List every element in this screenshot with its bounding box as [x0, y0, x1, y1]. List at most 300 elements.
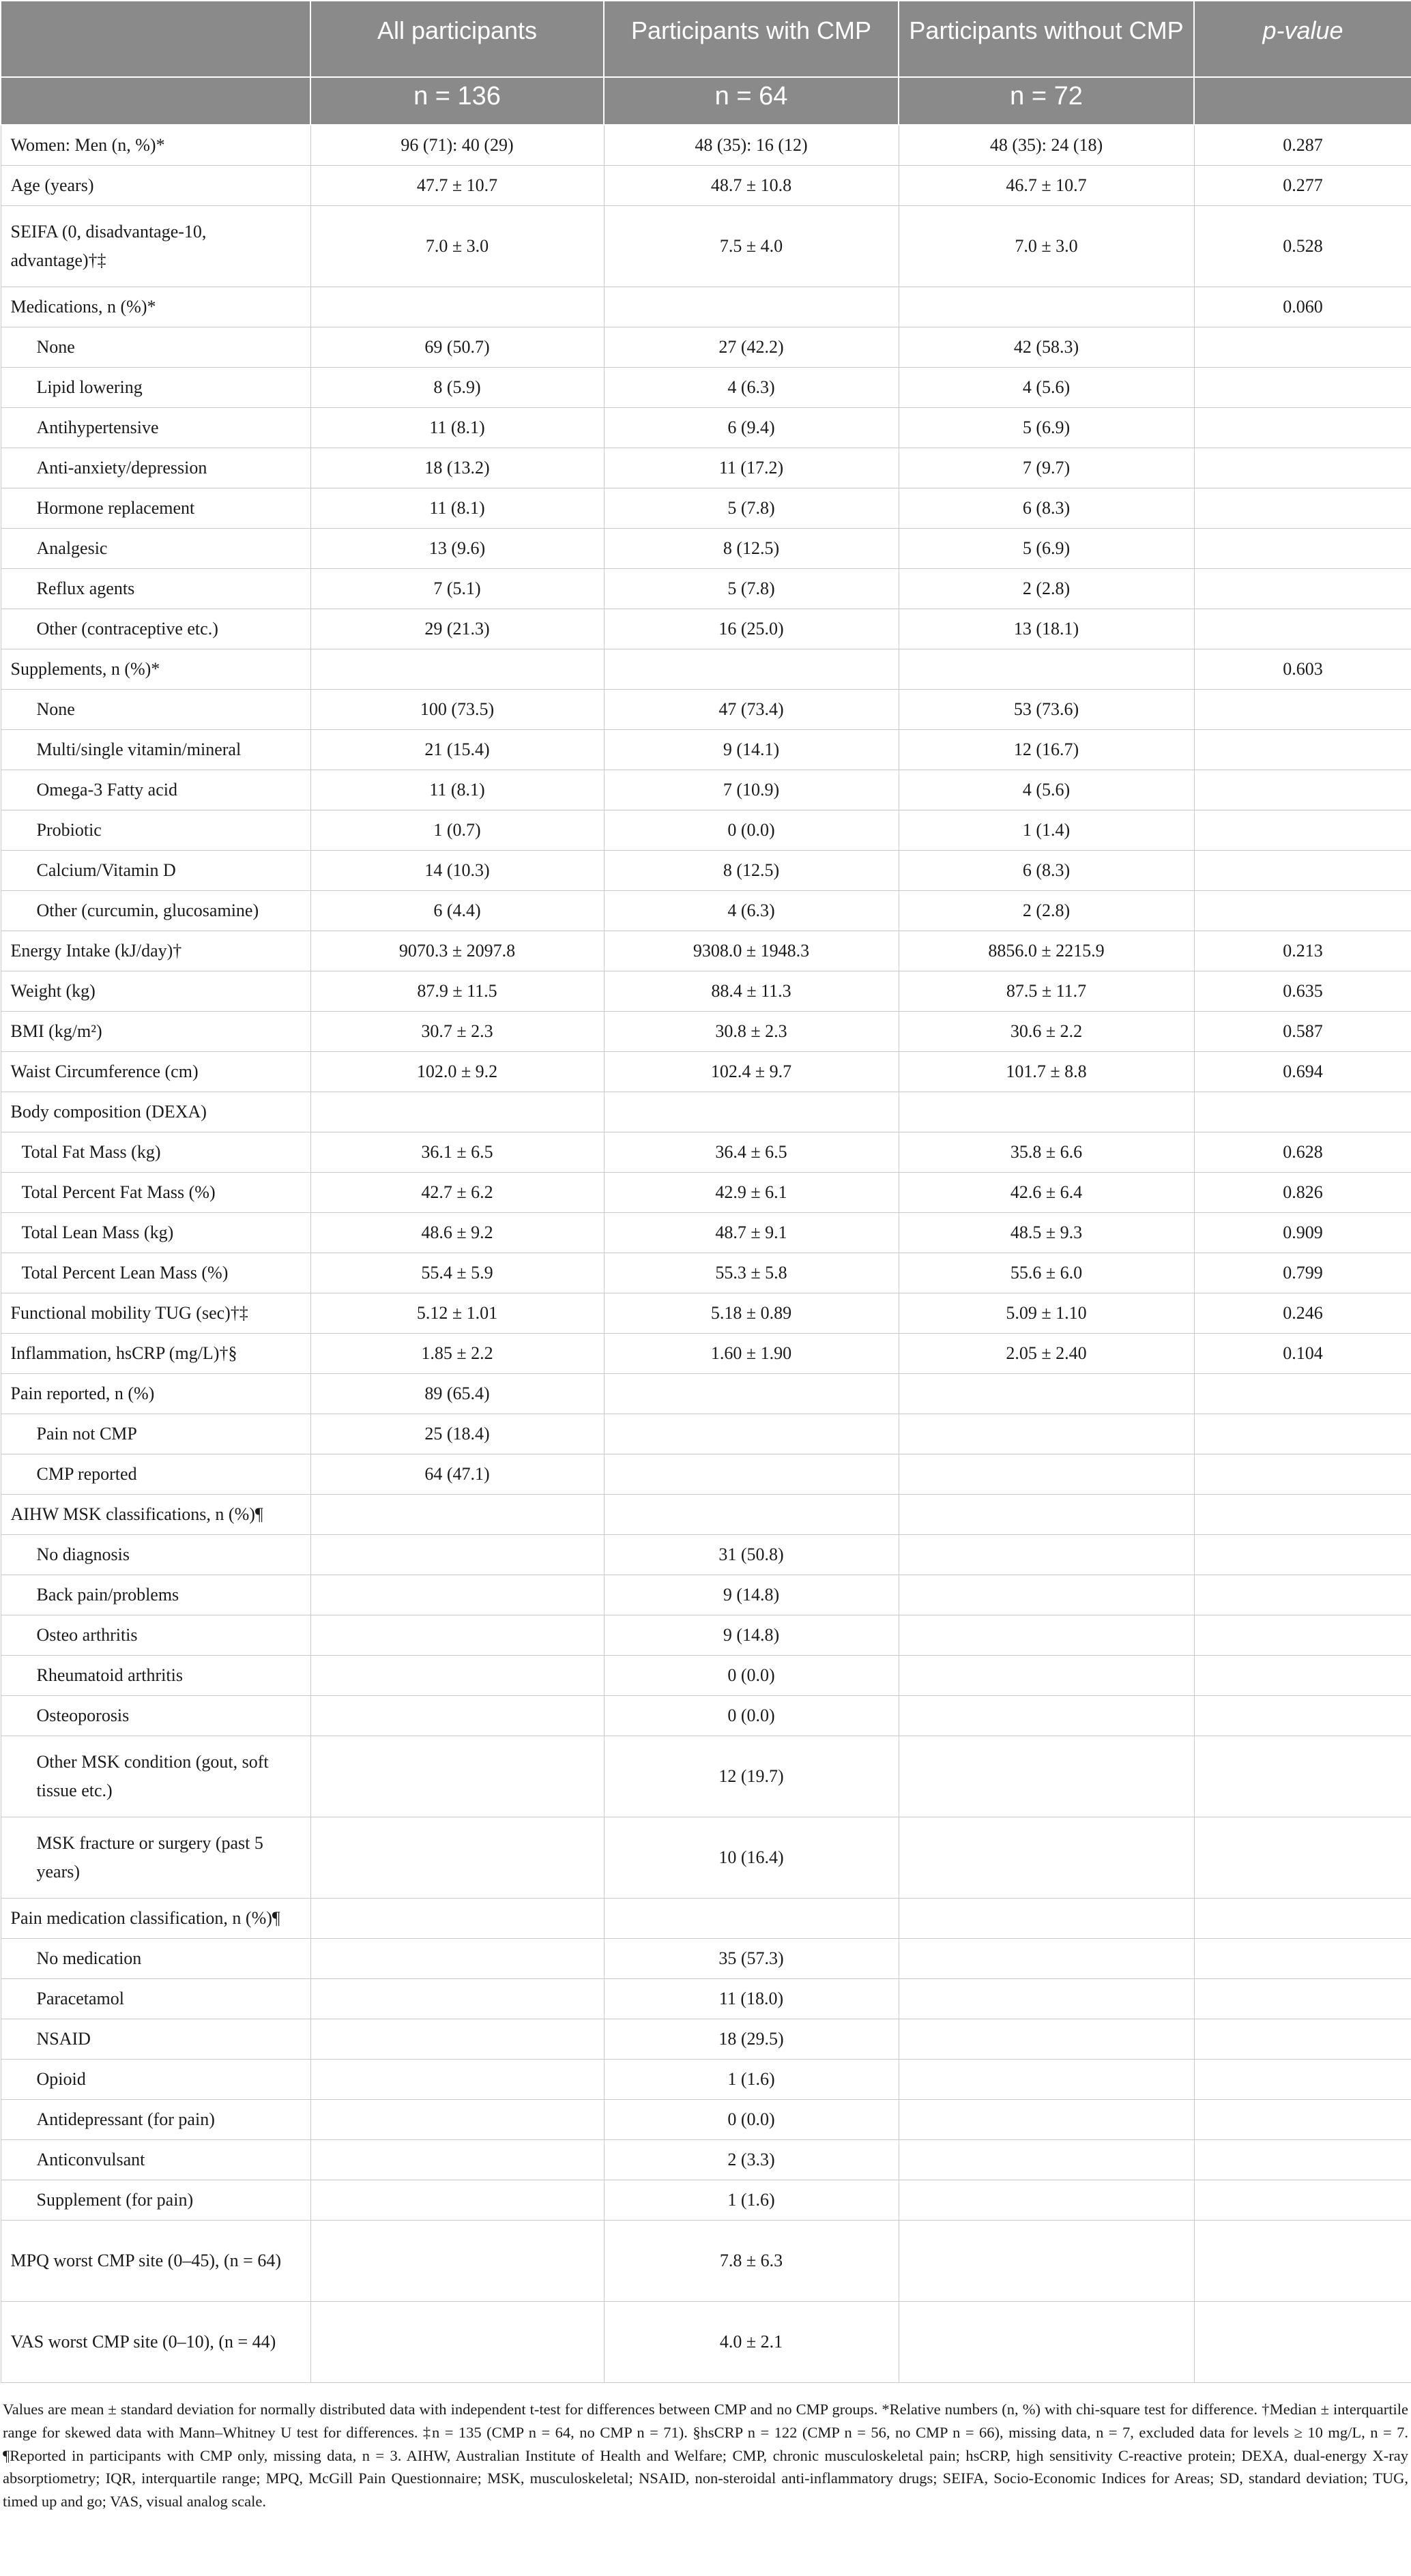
table-row — [1, 1696, 1411, 1736]
cell-nocmp: 4 (5.6) — [899, 368, 1194, 408]
cell-cmp: 7.8 ± 6.3 — [604, 2221, 899, 2302]
cell-p-value — [1194, 2180, 1411, 2221]
table-row — [1, 1817, 1411, 1899]
cell-nocmp — [899, 2140, 1194, 2180]
row-label: Calcium/Vitamin D — [1, 851, 310, 891]
row-label: Analgesic — [1, 529, 310, 569]
cell-cmp: 48.7 ± 10.8 — [604, 166, 899, 206]
cell-p-value: 0.060 — [1194, 287, 1411, 327]
cell-all: 1 (0.7) — [310, 810, 604, 851]
table-row — [1, 1253, 1411, 1293]
cell-p-value — [1194, 891, 1411, 931]
cell-p-value — [1194, 1656, 1411, 1696]
cell-all: 30.7 ± 2.3 — [310, 1012, 604, 1052]
row-label: Pain medication classification, n (%)¶ — [1, 1899, 310, 1939]
cell-all: 96 (71): 40 (29) — [310, 125, 604, 166]
table-row — [1, 569, 1411, 609]
table-row — [1, 327, 1411, 368]
cell-p-value: 0.799 — [1194, 1253, 1411, 1293]
cell-all: 25 (18.4) — [310, 1414, 604, 1454]
header-blank — [1, 1, 310, 77]
header-p-value-label: p-value — [1262, 16, 1343, 44]
cell-nocmp: 7.0 ± 3.0 — [899, 206, 1194, 287]
table-row — [1, 408, 1411, 448]
subheader-n-all: n = 136 — [310, 77, 604, 125]
cell-all: 64 (47.1) — [310, 1454, 604, 1495]
cell-p-value: 0.826 — [1194, 1173, 1411, 1213]
row-label: BMI (kg/m²) — [1, 1012, 310, 1052]
table-row — [1, 448, 1411, 488]
cell-all: 69 (50.7) — [310, 327, 604, 368]
header-without-cmp: Participants without CMP — [899, 1, 1194, 77]
cell-nocmp: 2.05 ± 2.40 — [899, 1334, 1194, 1374]
cell-all — [310, 2060, 604, 2100]
cell-all: 11 (8.1) — [310, 408, 604, 448]
cell-p-value — [1194, 1817, 1411, 1899]
cell-cmp: 36.4 ± 6.5 — [604, 1132, 899, 1173]
cell-all: 21 (15.4) — [310, 730, 604, 770]
cell-nocmp: 4 (5.6) — [899, 770, 1194, 810]
cell-p-value — [1194, 569, 1411, 609]
table-row — [1, 810, 1411, 851]
cell-p-value — [1194, 2302, 1411, 2383]
cell-all: 48.6 ± 9.2 — [310, 1213, 604, 1253]
cell-cmp: 12 (19.7) — [604, 1736, 899, 1817]
cell-nocmp — [899, 1454, 1194, 1495]
cell-all — [310, 2100, 604, 2140]
cell-cmp — [604, 1495, 899, 1535]
cell-all: 14 (10.3) — [310, 851, 604, 891]
row-label: Total Percent Lean Mass (%) — [1, 1253, 310, 1293]
cell-cmp: 9 (14.8) — [604, 1575, 899, 1615]
cell-p-value — [1194, 1414, 1411, 1454]
table-row — [1, 1132, 1411, 1173]
cell-all — [310, 2180, 604, 2221]
cell-p-value — [1194, 2060, 1411, 2100]
cell-nocmp: 7 (9.7) — [899, 448, 1194, 488]
cell-p-value — [1194, 529, 1411, 569]
cell-nocmp — [899, 1535, 1194, 1575]
cell-p-value — [1194, 1454, 1411, 1495]
cell-p-value — [1194, 327, 1411, 368]
subheader-blank — [1, 77, 310, 125]
cell-all — [310, 2140, 604, 2180]
row-label: No diagnosis — [1, 1535, 310, 1575]
row-label: Osteoporosis — [1, 1696, 310, 1736]
table-row — [1, 1092, 1411, 1132]
header-with-cmp: Participants with CMP — [604, 1, 899, 77]
cell-cmp: 48.7 ± 9.1 — [604, 1213, 899, 1253]
cell-cmp: 4 (6.3) — [604, 368, 899, 408]
table-row — [1, 1173, 1411, 1213]
cell-all — [310, 1817, 604, 1899]
cell-cmp: 48 (35): 16 (12) — [604, 125, 899, 166]
cell-nocmp: 5 (6.9) — [899, 408, 1194, 448]
header-row — [1, 1, 1411, 77]
table-row — [1, 1454, 1411, 1495]
row-label: VAS worst CMP site (0–10), (n = 44) — [1, 2302, 310, 2383]
row-label: Other (curcumin, glucosamine) — [1, 891, 310, 931]
cell-cmp: 5.18 ± 0.89 — [604, 1293, 899, 1334]
table-row — [1, 1414, 1411, 1454]
cell-all: 36.1 ± 6.5 — [310, 1132, 604, 1173]
row-label: Medications, n (%)* — [1, 287, 310, 327]
cell-all: 55.4 ± 5.9 — [310, 1253, 604, 1293]
table-row — [1, 287, 1411, 327]
cell-all: 1.85 ± 2.2 — [310, 1334, 604, 1374]
table-row — [1, 166, 1411, 206]
cell-p-value — [1194, 1939, 1411, 1979]
cell-nocmp: 48 (35): 24 (18) — [899, 125, 1194, 166]
cell-p-value — [1194, 2221, 1411, 2302]
table-row — [1, 1012, 1411, 1052]
table-row — [1, 730, 1411, 770]
cell-p-value: 0.635 — [1194, 971, 1411, 1012]
cell-p-value — [1194, 770, 1411, 810]
cell-cmp: 2 (3.3) — [604, 2140, 899, 2180]
cell-cmp: 9 (14.8) — [604, 1615, 899, 1656]
row-label: NSAID — [1, 2019, 310, 2060]
row-label: Osteo arthritis — [1, 1615, 310, 1656]
cell-nocmp — [899, 1374, 1194, 1414]
cell-all — [310, 1575, 604, 1615]
cell-nocmp: 6 (8.3) — [899, 851, 1194, 891]
cell-all: 87.9 ± 11.5 — [310, 971, 604, 1012]
row-label: Total Lean Mass (kg) — [1, 1213, 310, 1253]
cell-p-value — [1194, 1615, 1411, 1656]
cell-p-value — [1194, 408, 1411, 448]
row-label: Anti-anxiety/depression — [1, 448, 310, 488]
cell-nocmp: 101.7 ± 8.8 — [899, 1052, 1194, 1092]
cell-nocmp: 8856.0 ± 2215.9 — [899, 931, 1194, 971]
cell-nocmp — [899, 1092, 1194, 1132]
table-row — [1, 2100, 1411, 2140]
cell-cmp — [604, 1454, 899, 1495]
header-p-value — [1194, 1, 1411, 77]
cell-nocmp: 13 (18.1) — [899, 609, 1194, 649]
cell-p-value: 0.246 — [1194, 1293, 1411, 1334]
cell-cmp: 5 (7.8) — [604, 569, 899, 609]
cell-nocmp: 87.5 ± 11.7 — [899, 971, 1194, 1012]
cell-all: 7 (5.1) — [310, 569, 604, 609]
table-row — [1, 1899, 1411, 1939]
cell-cmp — [604, 649, 899, 690]
row-label: Waist Circumference (cm) — [1, 1052, 310, 1092]
cell-nocmp — [899, 1575, 1194, 1615]
cell-all: 29 (21.3) — [310, 609, 604, 649]
row-label: Inflammation, hsCRP (mg/L)†§ — [1, 1334, 310, 1374]
row-label: CMP reported — [1, 1454, 310, 1495]
cell-p-value — [1194, 1575, 1411, 1615]
cell-all: 42.7 ± 6.2 — [310, 1173, 604, 1213]
header-all-participants: All participants — [310, 1, 604, 77]
cell-p-value — [1194, 609, 1411, 649]
cell-cmp: 88.4 ± 11.3 — [604, 971, 899, 1012]
cell-nocmp — [899, 287, 1194, 327]
cell-cmp: 0 (0.0) — [604, 2100, 899, 2140]
cell-p-value: 0.628 — [1194, 1132, 1411, 1173]
subheader-n-nocmp: n = 72 — [899, 77, 1194, 125]
cell-cmp — [604, 1092, 899, 1132]
cell-all: 89 (65.4) — [310, 1374, 604, 1414]
subheader-row — [1, 77, 1411, 125]
cell-all — [310, 1939, 604, 1979]
table-row — [1, 1334, 1411, 1374]
cell-cmp: 55.3 ± 5.8 — [604, 1253, 899, 1293]
cell-nocmp: 53 (73.6) — [899, 690, 1194, 730]
cell-all: 9070.3 ± 2097.8 — [310, 931, 604, 971]
cell-p-value — [1194, 2100, 1411, 2140]
cell-all — [310, 1979, 604, 2019]
cell-cmp: 31 (50.8) — [604, 1535, 899, 1575]
cell-cmp: 47 (73.4) — [604, 690, 899, 730]
cell-p-value: 0.694 — [1194, 1052, 1411, 1092]
cell-cmp: 0 (0.0) — [604, 1656, 899, 1696]
cell-nocmp: 5.09 ± 1.10 — [899, 1293, 1194, 1334]
table-row — [1, 206, 1411, 287]
table-row — [1, 1535, 1411, 1575]
cell-nocmp: 2 (2.8) — [899, 569, 1194, 609]
cell-cmp — [604, 1899, 899, 1939]
cell-p-value: 0.277 — [1194, 166, 1411, 206]
cell-nocmp: 6 (8.3) — [899, 488, 1194, 529]
cell-all — [310, 1736, 604, 1817]
cell-all — [310, 1899, 604, 1939]
row-label: Back pain/problems — [1, 1575, 310, 1615]
table-row — [1, 2302, 1411, 2383]
table-row — [1, 891, 1411, 931]
table-row — [1, 1213, 1411, 1253]
cell-nocmp: 35.8 ± 6.6 — [899, 1132, 1194, 1173]
cell-p-value: 0.528 — [1194, 206, 1411, 287]
cell-p-value: 0.287 — [1194, 125, 1411, 166]
cell-nocmp: 55.6 ± 6.0 — [899, 1253, 1194, 1293]
cell-p-value: 0.104 — [1194, 1334, 1411, 1374]
cell-p-value — [1194, 690, 1411, 730]
cell-nocmp — [899, 2221, 1194, 2302]
row-label: Weight (kg) — [1, 971, 310, 1012]
cell-all — [310, 2221, 604, 2302]
cell-p-value — [1194, 730, 1411, 770]
cell-nocmp — [899, 2019, 1194, 2060]
cell-nocmp: 5 (6.9) — [899, 529, 1194, 569]
table-body — [1, 125, 1411, 2383]
subheader-blank-p — [1194, 77, 1411, 125]
row-label: Multi/single vitamin/mineral — [1, 730, 310, 770]
table-row — [1, 529, 1411, 569]
row-label: Other (contraceptive etc.) — [1, 609, 310, 649]
cell-cmp: 7.5 ± 4.0 — [604, 206, 899, 287]
cell-nocmp: 12 (16.7) — [899, 730, 1194, 770]
cell-nocmp — [899, 1899, 1194, 1939]
cell-all — [310, 1696, 604, 1736]
table-row — [1, 1374, 1411, 1414]
cell-nocmp — [899, 1615, 1194, 1656]
cell-nocmp — [899, 2100, 1194, 2140]
cell-all: 13 (9.6) — [310, 529, 604, 569]
cell-all: 11 (8.1) — [310, 770, 604, 810]
cell-cmp: 9308.0 ± 1948.3 — [604, 931, 899, 971]
row-label: MSK fracture or surgery (past 5 years) — [1, 1817, 310, 1899]
cell-nocmp — [899, 1414, 1194, 1454]
table-row — [1, 649, 1411, 690]
cell-cmp — [604, 1414, 899, 1454]
cell-nocmp — [899, 1656, 1194, 1696]
table-row — [1, 770, 1411, 810]
row-label: None — [1, 690, 310, 730]
table-row — [1, 1293, 1411, 1334]
table-row — [1, 1736, 1411, 1817]
cell-cmp: 1 (1.6) — [604, 2060, 899, 2100]
cell-nocmp — [899, 1817, 1194, 1899]
cell-cmp: 0 (0.0) — [604, 810, 899, 851]
table-row — [1, 488, 1411, 529]
cell-nocmp — [899, 1979, 1194, 2019]
cell-nocmp: 46.7 ± 10.7 — [899, 166, 1194, 206]
row-label: Total Fat Mass (kg) — [1, 1132, 310, 1173]
cell-cmp: 8 (12.5) — [604, 851, 899, 891]
row-label: AIHW MSK classifications, n (%)¶ — [1, 1495, 310, 1535]
cell-cmp: 18 (29.5) — [604, 2019, 899, 2060]
cell-nocmp — [899, 2060, 1194, 2100]
table-row — [1, 1575, 1411, 1615]
cell-cmp: 11 (18.0) — [604, 1979, 899, 2019]
cell-cmp: 0 (0.0) — [604, 1696, 899, 1736]
table-row — [1, 2140, 1411, 2180]
cell-p-value — [1194, 488, 1411, 529]
table-row — [1, 1979, 1411, 2019]
table-row — [1, 1495, 1411, 1535]
row-label: Lipid lowering — [1, 368, 310, 408]
cell-all — [310, 1092, 604, 1132]
cell-p-value — [1194, 368, 1411, 408]
table-row — [1, 2221, 1411, 2302]
cell-p-value — [1194, 1696, 1411, 1736]
row-label: Age (years) — [1, 166, 310, 206]
row-label: Pain reported, n (%) — [1, 1374, 310, 1414]
row-label: Functional mobility TUG (sec)†‡ — [1, 1293, 310, 1334]
row-label: Anticonvulsant — [1, 2140, 310, 2180]
row-label: Supplement (for pain) — [1, 2180, 310, 2221]
cell-all: 5.12 ± 1.01 — [310, 1293, 604, 1334]
row-label: None — [1, 327, 310, 368]
cell-cmp — [604, 287, 899, 327]
cell-nocmp: 30.6 ± 2.2 — [899, 1012, 1194, 1052]
table-row — [1, 931, 1411, 971]
cell-cmp: 6 (9.4) — [604, 408, 899, 448]
cell-p-value — [1194, 2140, 1411, 2180]
cell-nocmp — [899, 649, 1194, 690]
cell-nocmp: 42.6 ± 6.4 — [899, 1173, 1194, 1213]
cell-cmp: 102.4 ± 9.7 — [604, 1052, 899, 1092]
cell-cmp: 42.9 ± 6.1 — [604, 1173, 899, 1213]
cell-cmp: 30.8 ± 2.3 — [604, 1012, 899, 1052]
row-label: Probiotic — [1, 810, 310, 851]
cell-nocmp: 42 (58.3) — [899, 327, 1194, 368]
cell-p-value — [1194, 1979, 1411, 2019]
row-label: Energy Intake (kJ/day)† — [1, 931, 310, 971]
cell-nocmp: 1 (1.4) — [899, 810, 1194, 851]
cell-all: 11 (8.1) — [310, 488, 604, 529]
row-label: SEIFA (0, disadvantage-10, advantage)†‡ — [1, 206, 310, 287]
table-row — [1, 2060, 1411, 2100]
row-label: Opioid — [1, 2060, 310, 2100]
cell-cmp: 9 (14.1) — [604, 730, 899, 770]
cell-all: 8 (5.9) — [310, 368, 604, 408]
row-label: Antihypertensive — [1, 408, 310, 448]
table-row — [1, 2019, 1411, 2060]
table-row — [1, 2180, 1411, 2221]
row-label: Reflux agents — [1, 569, 310, 609]
cell-nocmp — [899, 1736, 1194, 1817]
cell-cmp — [604, 1374, 899, 1414]
cell-all: 18 (13.2) — [310, 448, 604, 488]
cell-nocmp: 48.5 ± 9.3 — [899, 1213, 1194, 1253]
row-label: Women: Men (n, %)* — [1, 125, 310, 166]
cell-all — [310, 2019, 604, 2060]
cell-cmp: 35 (57.3) — [604, 1939, 899, 1979]
cell-all: 7.0 ± 3.0 — [310, 206, 604, 287]
row-label: Other MSK condition (gout, soft tissue etc.) — [1, 1736, 310, 1817]
cell-all — [310, 2302, 604, 2383]
table-footnote: Values are mean ± standard deviation for normally distributed data with independent t-test for differences between CMP and no CMP groups. *Relative numbers (n, %) with chi-square test for difference. †Median ± interquartile range for skewed data with Mann–Whitney U test for differences. ‡n = 135 (CMP n = 64, no CMP n = 71). §hsCRP n = 122 (CMP n = 56, no CMP n = 66), missing data, n = 7, excluded data for levels ≥ 10 mg/L, n = 7. ¶Reported in participants with CMP only, missing data, n = 3. AIHW, Australian Institute of Health and Welfare; CMP, chronic musculoskeletal pain; hsCRP, high sensitivity C-reactive protein; DEXA, dual-energy X-ray absorptiometry; IQR, interquartile range; MPQ, McGill Pain Questionnaire; MSK, musculoskeletal; NSAID, non-steroidal anti-inflammatory drugs; SEIFA, Socio-Economic Indices for Areas; SD, standard deviation; TUG, timed up and go; VAS, visual analog scale. — [3, 2401, 1408, 2510]
cell-p-value — [1194, 1374, 1411, 1414]
row-label: Total Percent Fat Mass (%) — [1, 1173, 310, 1213]
row-label: Antidepressant (for pain) — [1, 2100, 310, 2140]
cell-nocmp — [899, 2180, 1194, 2221]
cell-p-value: 0.603 — [1194, 649, 1411, 690]
cell-nocmp — [899, 1495, 1194, 1535]
table-row — [1, 609, 1411, 649]
cell-cmp: 8 (12.5) — [604, 529, 899, 569]
table-row — [1, 1656, 1411, 1696]
cell-p-value — [1194, 1535, 1411, 1575]
cell-p-value: 0.587 — [1194, 1012, 1411, 1052]
row-label: Supplements, n (%)* — [1, 649, 310, 690]
cell-cmp: 10 (16.4) — [604, 1817, 899, 1899]
table-row — [1, 368, 1411, 408]
cell-p-value — [1194, 1736, 1411, 1817]
cell-cmp: 4.0 ± 2.1 — [604, 2302, 899, 2383]
cell-cmp: 11 (17.2) — [604, 448, 899, 488]
cell-all: 100 (73.5) — [310, 690, 604, 730]
row-label: Body composition (DEXA) — [1, 1092, 310, 1132]
cell-nocmp — [899, 1939, 1194, 1979]
cell-cmp: 1.60 ± 1.90 — [604, 1334, 899, 1374]
table-row — [1, 1939, 1411, 1979]
table-row — [1, 851, 1411, 891]
cell-p-value — [1194, 1899, 1411, 1939]
table-row — [1, 1615, 1411, 1656]
cell-cmp: 5 (7.8) — [604, 488, 899, 529]
cell-cmp: 7 (10.9) — [604, 770, 899, 810]
cell-cmp: 16 (25.0) — [604, 609, 899, 649]
cell-all — [310, 1656, 604, 1696]
row-label: Omega-3 Fatty acid — [1, 770, 310, 810]
cell-nocmp: 2 (2.8) — [899, 891, 1194, 931]
cell-all — [310, 287, 604, 327]
cell-p-value — [1194, 2019, 1411, 2060]
row-label: No medication — [1, 1939, 310, 1979]
cell-all: 102.0 ± 9.2 — [310, 1052, 604, 1092]
cell-p-value — [1194, 810, 1411, 851]
row-label: Paracetamol — [1, 1979, 310, 2019]
table-row — [1, 690, 1411, 730]
table-row — [1, 125, 1411, 166]
cell-all: 6 (4.4) — [310, 891, 604, 931]
table-row — [1, 971, 1411, 1012]
cell-p-value: 0.213 — [1194, 931, 1411, 971]
